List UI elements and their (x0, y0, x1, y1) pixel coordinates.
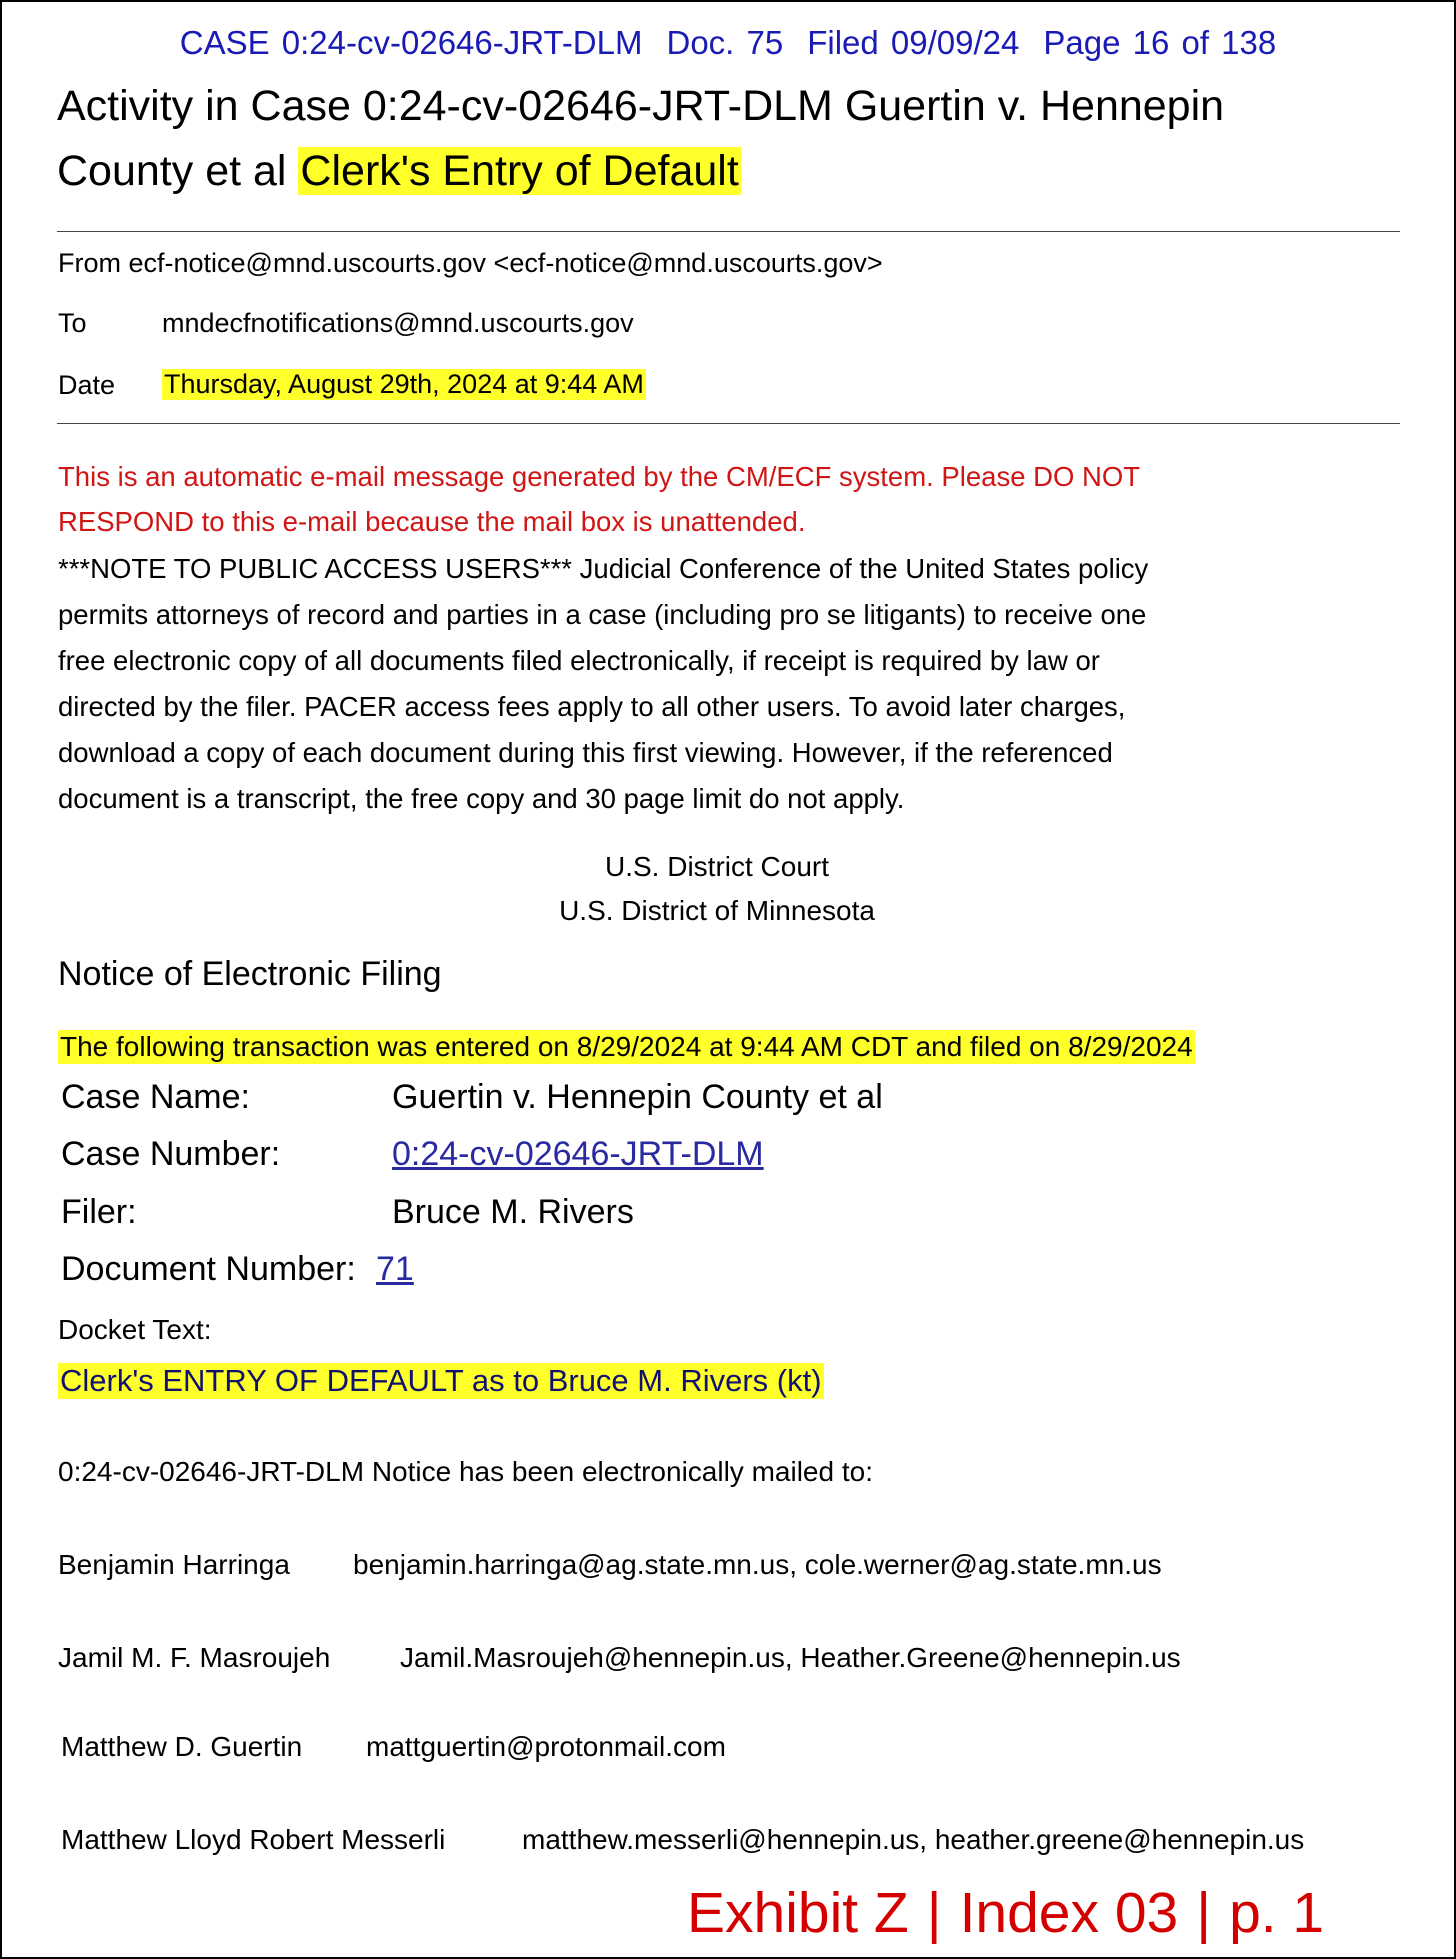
filer-value: Bruce M. Rivers (392, 1193, 634, 1231)
recipient-emails: mattguertin@protonmail.com (366, 1731, 726, 1762)
exhibit-separator: | (1196, 1881, 1212, 1945)
note-line: ***NOTE TO PUBLIC ACCESS USERS*** Judicial Conference of the United States policy (58, 553, 1149, 584)
case-number-link[interactable]: 0:24-cv-02646-JRT-DLM (392, 1135, 764, 1173)
auto-message-line-1: This is an automatic e-mail message generated by the CM/ECF system. Please DO NOT (58, 461, 1141, 492)
document-number-label: Document Number: (61, 1250, 356, 1288)
date-label: Date (58, 370, 116, 400)
recipient-emails: Jamil.Masroujeh@hennepin.us, Heather.Greene@hennepin.us (400, 1642, 1181, 1673)
recipient-name: Matthew Lloyd Robert Messerli (61, 1824, 446, 1855)
to-label: To (58, 308, 87, 338)
case-header (2, 24, 1454, 62)
docket-text: Clerk's ENTRY OF DEFAULT as to Bruce M. Rivers (kt) (60, 1363, 822, 1398)
email-subject-line-1: Activity in Case 0:24-cv-02646-JRT-DLM Guertin v. Hennepin (57, 82, 1225, 130)
note-line: directed by the filer. PACER access fees apply to all other users. To avoid later charges, (58, 691, 1126, 722)
mailed-notice-line: 0:24-cv-02646-JRT-DLM Notice has been electronically mailed to: (58, 1456, 873, 1487)
case-number-header: CASE 0:24-cv-02646-JRT-DLM (179, 24, 643, 61)
email-subject-line-2 (57, 147, 741, 196)
transaction-line: The following transaction was entered on 8/29/2024 at 9:44 AM CDT and filed on 8/29/2024 (60, 1031, 1193, 1062)
court-district: U.S. District of Minnesota (559, 895, 875, 926)
note-line: permits attorneys of record and parties in a case (including pro se litigants) to receive one (58, 599, 1147, 630)
docket-text-label: Docket Text: (58, 1314, 212, 1345)
recipient-name: Benjamin Harringa (58, 1549, 290, 1580)
note-line: free electronic copy of all documents filed electronically, if receipt is required by law or (58, 645, 1100, 676)
note-line: document is a transcript, the free copy and 30 page limit do not apply. (58, 783, 905, 814)
filed-date-header: Filed 09/09/24 (807, 24, 1020, 61)
case-name-value: Guertin v. Hennepin County et al (392, 1078, 883, 1116)
to-value: mndecfnotifications@mnd.uscourts.gov (162, 308, 634, 338)
doc-number-header: Doc. 75 (666, 24, 784, 61)
note-line: download a copy of each document during this first viewing. However, if the referenced (58, 737, 1113, 768)
filer-label: Filer: (61, 1193, 137, 1231)
recipient-name: Jamil M. F. Masroujeh (58, 1642, 331, 1673)
exhibit-page: p. 1 (1229, 1881, 1325, 1945)
subject-plain: County et al (57, 147, 287, 195)
page-count-header: Page 16 of 138 (1043, 24, 1277, 61)
case-number-label: Case Number: (61, 1135, 281, 1173)
from-line: From ecf-notice@mnd.uscourts.gov <ecf-notice@mnd.uscourts.gov> (58, 248, 883, 278)
auto-message-line-2: RESPOND to this e-mail because the mail box is unattended. (58, 506, 806, 537)
document-number-link[interactable]: 71 (376, 1250, 414, 1288)
exhibit-index: Index 03 (959, 1881, 1179, 1945)
court-name: U.S. District Court (604, 851, 830, 882)
exhibit-stamp (687, 1880, 1324, 1946)
recipient-emails: benjamin.harringa@ag.state.mn.us, cole.werner@ag.state.mn.us (353, 1549, 1162, 1580)
recipient-name: Matthew D. Guertin (61, 1731, 303, 1762)
case-name-label: Case Name: (61, 1078, 250, 1116)
recipient-emails: matthew.messerli@hennepin.us, heather.greene@hennepin.us (522, 1824, 1305, 1855)
date-value: Thursday, August 29th, 2024 at 9:44 AM (164, 369, 644, 399)
exhibit-separator: | (926, 1881, 942, 1945)
exhibit-label: Exhibit Z (687, 1881, 909, 1945)
notice-heading: Notice of Electronic Filing (58, 955, 442, 993)
subject-highlight: Clerk's Entry of Default (300, 147, 739, 195)
divider-top (57, 231, 1400, 232)
divider-bottom (57, 423, 1400, 424)
